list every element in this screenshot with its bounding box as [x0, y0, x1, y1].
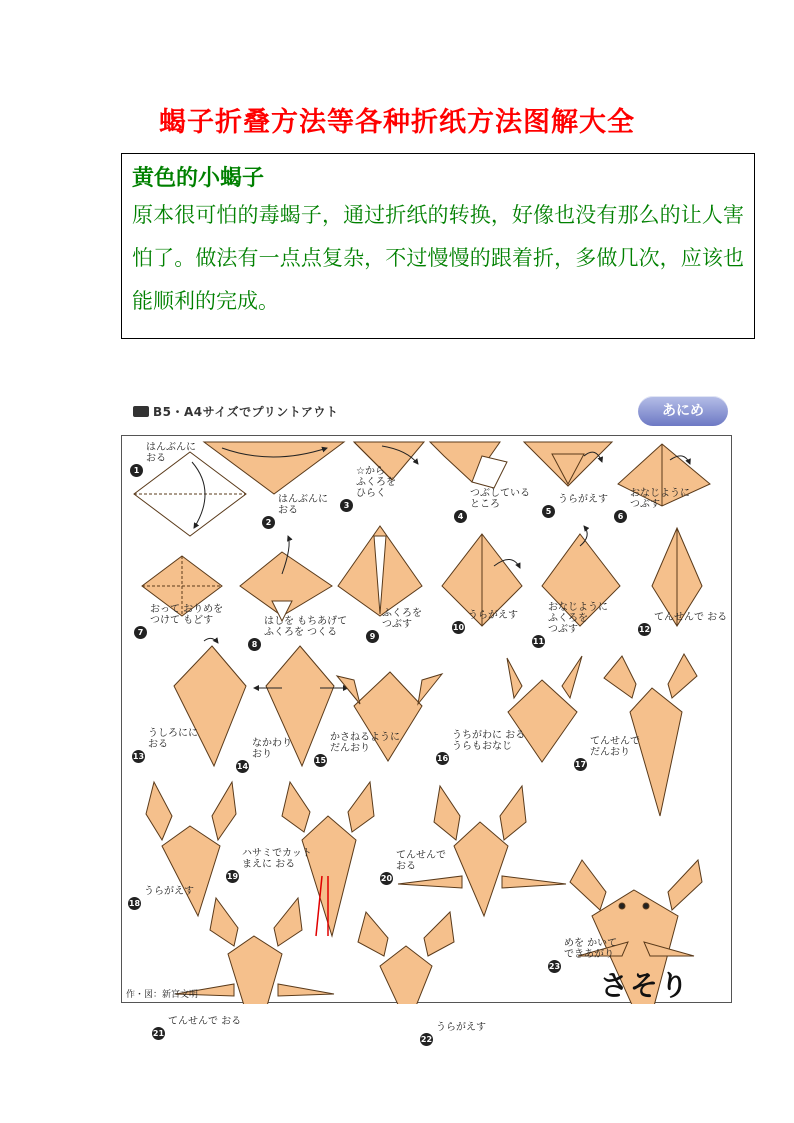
diagram-frame [121, 435, 732, 1044]
step-label: はしを もちあげて ふくろを つくる [264, 616, 348, 638]
step-label: うらがえす [436, 1022, 486, 1033]
intro-description: 原本很可怕的毒蝎子，通过折纸的转换，好像也没有那么的让人害怕了。做法有一点点复杂，不过慢慢的跟着折，多做几次，应该也能顺利的完成。 [132, 203, 744, 313]
step-label: ハサミでカット まえに おる [242, 848, 312, 870]
step19-shape [302, 816, 356, 936]
printer-icon [133, 406, 149, 417]
intro-box [121, 153, 755, 339]
step-number: 9 [366, 630, 379, 643]
credit: 作・図：新宮文明 [126, 990, 199, 1000]
step-number: 10 [452, 623, 465, 632]
step-number: 18 [128, 899, 141, 908]
step-label: てんせんで おる [396, 850, 446, 872]
step21-shape [228, 936, 282, 1004]
step-label: ☆から ふくろを ひらく [356, 466, 396, 499]
step-label: はんぶんに おる [146, 442, 196, 464]
origami-diagram [121, 391, 732, 1044]
anime-button[interactable]: あにめ [638, 396, 728, 426]
step-label: かさねるように だんおり [330, 732, 400, 754]
step-number: 2 [262, 516, 275, 529]
step-label: てんせんで おる [168, 1016, 242, 1027]
step-label: ふくろを つぶす [382, 608, 422, 630]
step-label: おなじように ふくろを つぶす [548, 602, 608, 635]
step-number: 8 [248, 638, 261, 651]
step-number: 1 [130, 464, 143, 477]
step-label: うちがわに おる うらもおなじ [452, 730, 526, 752]
step-label: うらがえす [468, 610, 518, 621]
step20-shape [454, 822, 508, 916]
step-number: 4 [454, 510, 467, 523]
step-number: 23 [548, 962, 561, 971]
step-number: 5 [542, 505, 555, 518]
step-label: てんせんで だんおり [590, 736, 640, 758]
step-number: 22 [420, 1035, 433, 1044]
page-title: 蝎子折叠方法等各种折纸方法图解大全 [159, 107, 635, 138]
step-label: うしろにに おる [148, 728, 198, 750]
step-label: つぶしている ところ [470, 488, 530, 510]
print-note: B5・A4サイズでプリントアウト [155, 403, 360, 420]
step-number: 6 [614, 510, 627, 523]
final-title: さそり [600, 969, 691, 1002]
step-number: 11 [532, 637, 545, 646]
intro-heading: 黄色的小蝎子 [132, 166, 265, 191]
step-number: 13 [132, 752, 145, 761]
step-label: おなじように つぶす [630, 488, 690, 510]
step22-shape [380, 946, 432, 1004]
step-number: 14 [236, 762, 249, 771]
diagram-drawing [122, 436, 733, 1004]
step-label: なかわり おり [252, 738, 292, 760]
step-label: うらがえす [144, 886, 194, 897]
step-number: 20 [380, 874, 393, 883]
step-number: 15 [314, 756, 327, 765]
step-label: おって おりめを つけて もどす [150, 604, 224, 626]
step-label: はんぶんに おる [278, 494, 328, 516]
step-number: 12 [638, 625, 651, 634]
step-number: 19 [226, 872, 239, 881]
step18-shape [162, 826, 220, 916]
step-label: うらがえす [558, 494, 608, 505]
step-number: 17 [574, 760, 587, 769]
step-label: めを かいて できあがり [564, 938, 618, 960]
step-label: てんせんで おる [654, 612, 728, 623]
step-number: 16 [436, 754, 449, 763]
step-number: 21 [152, 1029, 165, 1038]
step-number: 3 [340, 499, 353, 512]
step-number: 7 [134, 626, 147, 639]
